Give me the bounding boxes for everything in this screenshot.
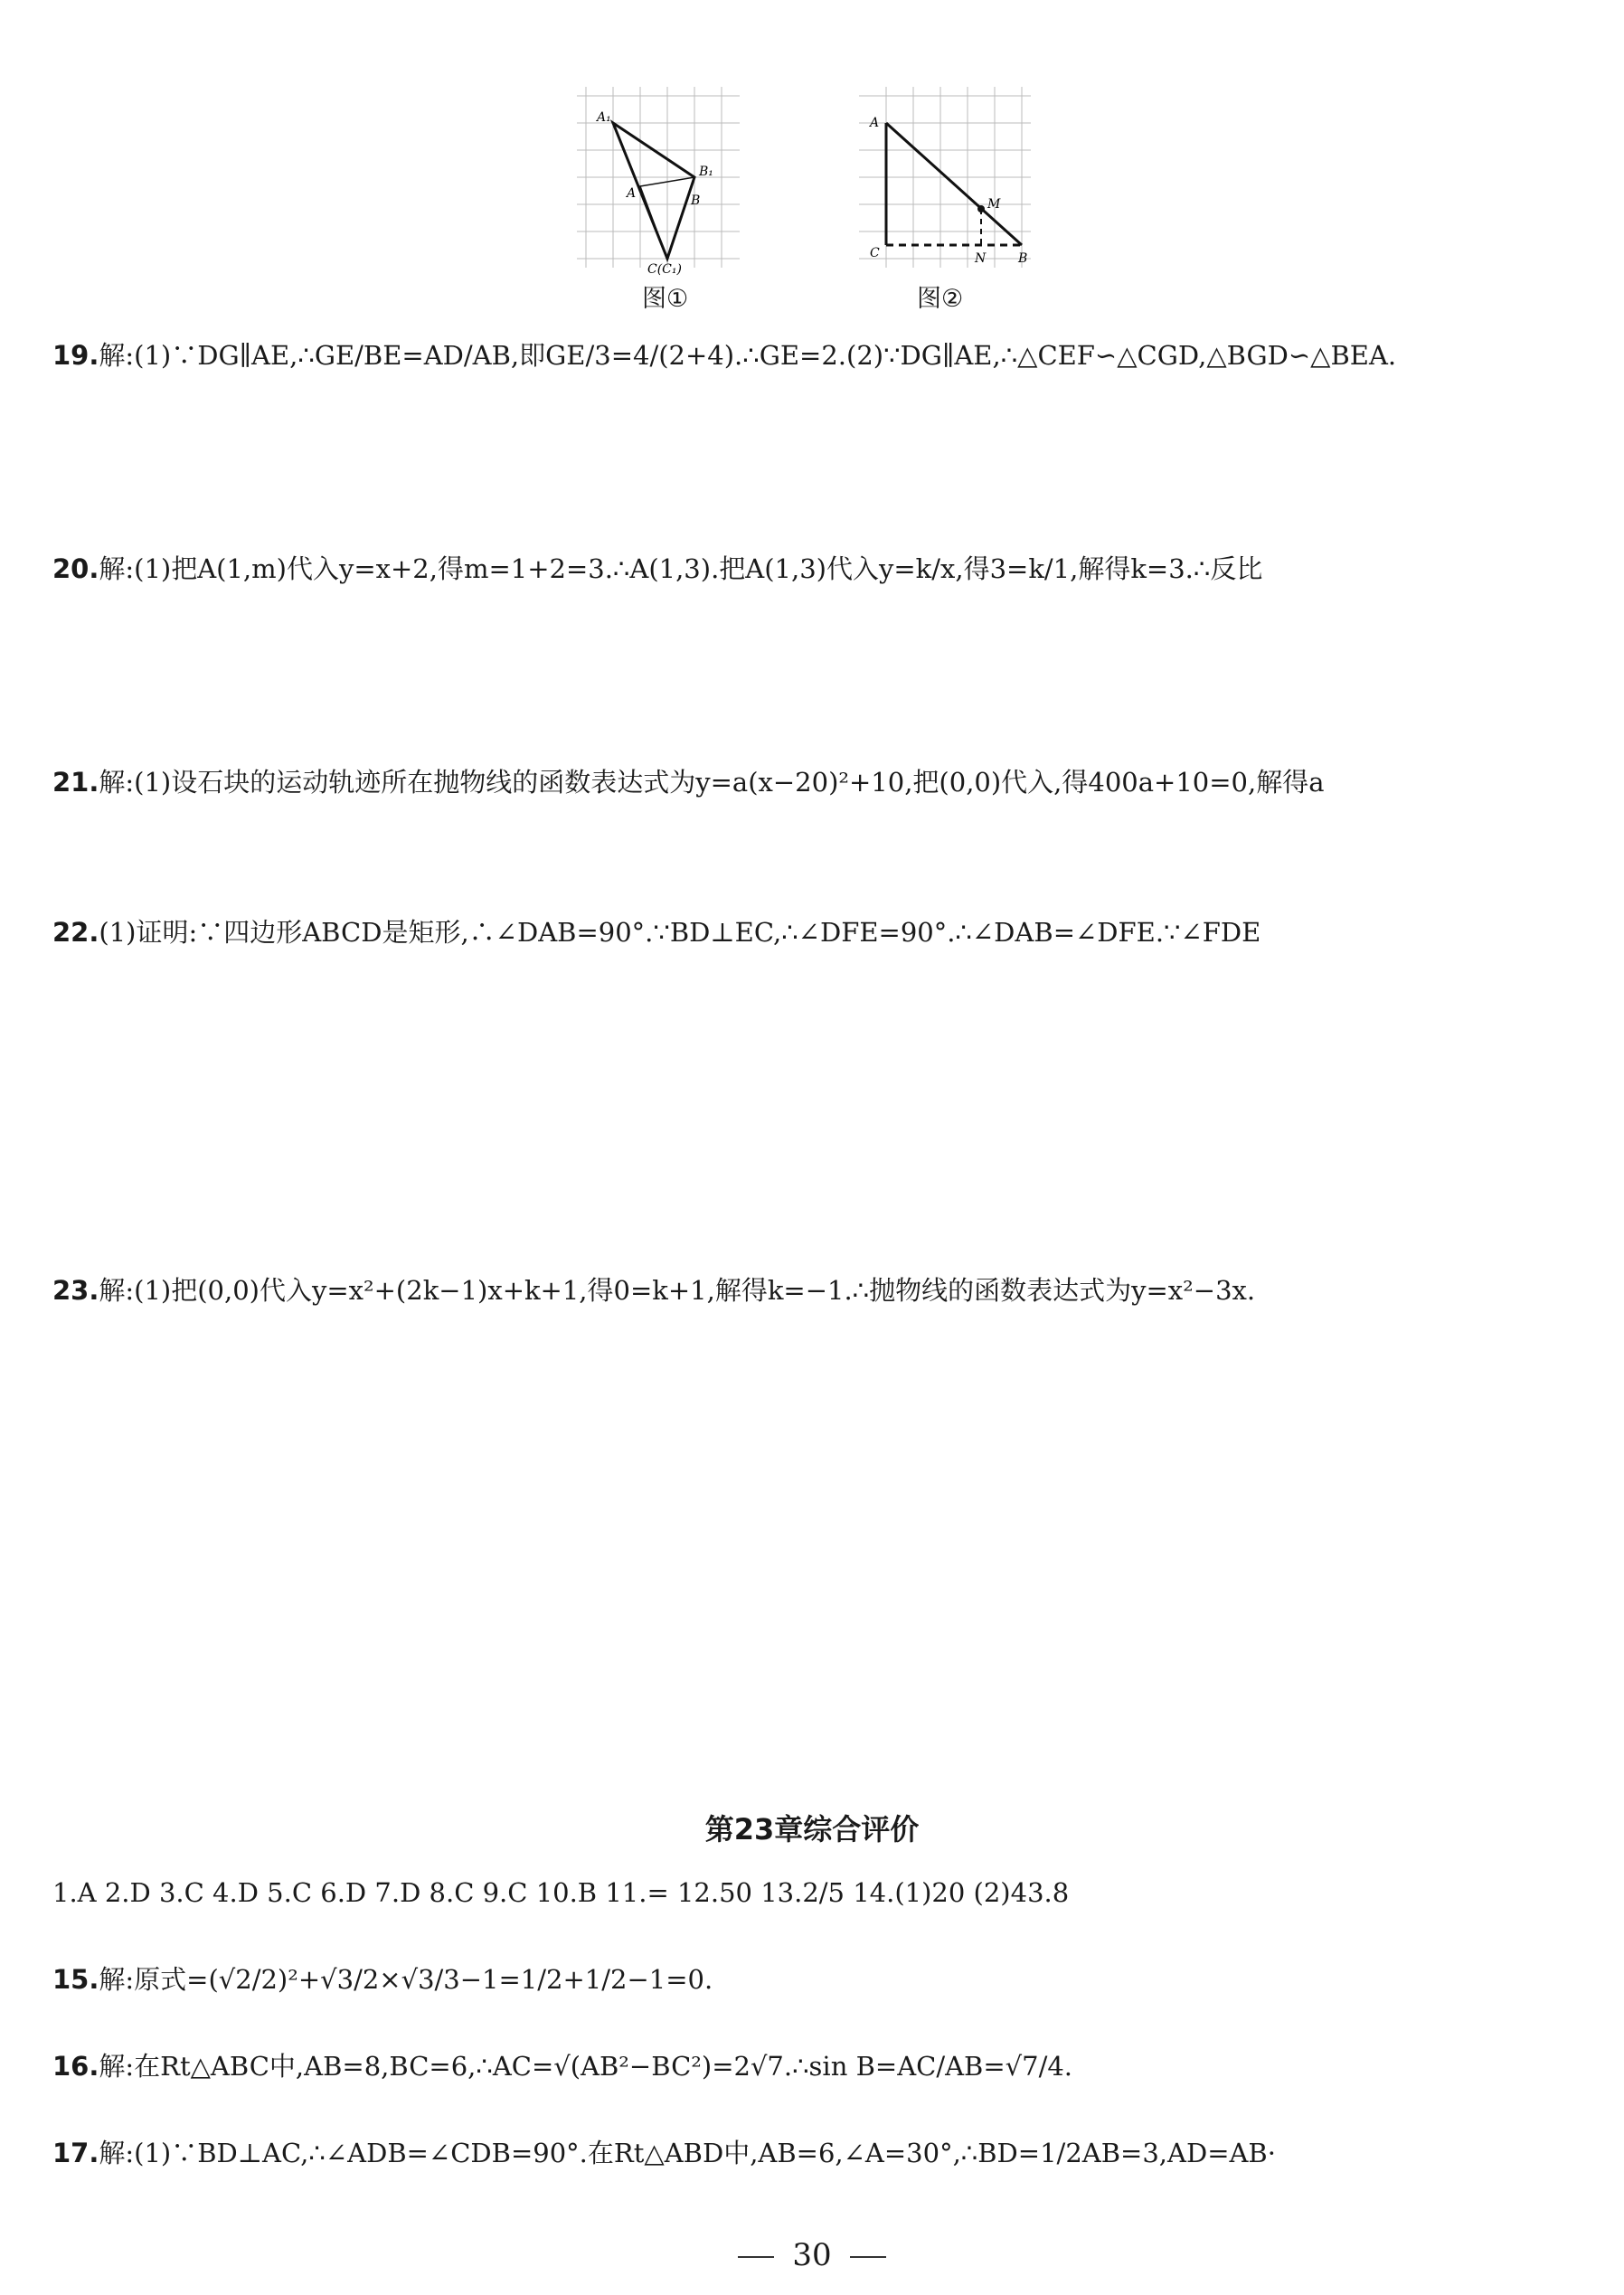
problem-number: 17.	[52, 2138, 99, 2168]
problem-text: 解:(1)∵BD⊥AC,∴∠ADB=∠CDB=90°.在Rt△ABD中,AB=6,∠A=30°,∴BD=1/2AB=3,AD=AB·	[99, 2138, 1276, 2168]
triangle-a1b1c1	[613, 123, 694, 259]
problem-number: 21.	[52, 767, 99, 798]
problem-22	[52, 916, 1563, 949]
figures	[0, 87, 1624, 322]
problem-23	[52, 1274, 1563, 1307]
problem-21	[52, 766, 1563, 798]
page-number-value: 30	[792, 2237, 832, 2273]
problem-number: 15.	[52, 1964, 99, 1995]
label-c: C(C₁)	[647, 262, 682, 277]
section-title: 第23章综合评价	[704, 1812, 920, 1846]
label-a: A	[870, 116, 880, 130]
label-m: M	[987, 197, 1001, 212]
choice-answers: 1.A 2.D 3.C 4.D 5.C 6.D 7.D 8.C 9.C 10.B 11.= 12.50 13.2/5 14.(1)20 (2)43.8	[52, 1877, 1070, 1908]
problem-16	[52, 2050, 1563, 2082]
problem-19	[52, 339, 1563, 372]
problem-number: 23.	[52, 1275, 99, 1306]
figure-2-svg	[859, 87, 1040, 277]
label-n: N	[975, 251, 987, 266]
problem-text: (1)证明:∵四边形ABCD是矩形,∴∠DAB=90°.∵BD⊥EC,∴∠DFE=90°.∴∠DAB=∠DFE.∵∠FDE	[99, 917, 1261, 948]
problem-text: 解:在Rt△ABC中,AB=8,BC=6,∴AC=√(AB²−BC²)=2√7.∴sin B=AC/AB=√7/4.	[99, 2051, 1073, 2082]
problem-number: 19.	[52, 340, 99, 371]
problem-text: 解:(1)把A(1,m)代入y=x+2,得m=1+2=3.∴A(1,3).把A(1,3)代入y=k/x,得3=k/1,解得k=3.∴反比	[99, 553, 1263, 584]
problem-text: 解:原式=(√2/2)²+√3/2×√3/3−1=1/2+1/2−1=0.	[99, 1964, 713, 1995]
problem-number: 22.	[52, 917, 99, 948]
figure-1	[577, 87, 758, 313]
problem-number: 16.	[52, 2051, 99, 2082]
label-b: B	[1018, 251, 1028, 266]
figure-1-svg	[577, 87, 758, 277]
problem-text: 解:(1)把(0,0)代入y=x²+(2k−1)x+k+1,得0=k+1,解得k=−1.∴抛物线的函数表达式为y=x²−3x.	[99, 1275, 1256, 1306]
problem-20	[52, 552, 1563, 585]
solutions	[52, 339, 1563, 1334]
problem-text: 解:(1)设石块的运动轨迹所在抛物线的函数表达式为y=a(x−20)²+10,把(0,0)代入,得400a+10=0,解得a	[99, 767, 1325, 798]
figure-2-caption: 图②	[917, 285, 964, 313]
problem-15	[52, 1963, 1563, 1996]
page-number	[0, 2237, 1624, 2273]
label-c: C	[870, 246, 880, 260]
label-b: B	[691, 194, 701, 208]
figure-2	[859, 87, 1040, 313]
problem-number: 20.	[52, 553, 99, 584]
label-b1: B₁	[699, 165, 713, 179]
problem-text: 解:(1)∵DG∥AE,∴GE/BE=AD/AB,即GE/3=4/(2+4).∴GE=2.(2)∵DG∥AE,∴△CEF∽△CGD,△BGD∽△BEA.	[99, 340, 1397, 371]
figure-1-caption: 图①	[642, 285, 689, 313]
chapter-answers	[52, 1876, 1563, 2196]
label-a1: A₁	[597, 110, 611, 125]
problem-17	[52, 2137, 1563, 2169]
label-a: A	[627, 186, 637, 201]
